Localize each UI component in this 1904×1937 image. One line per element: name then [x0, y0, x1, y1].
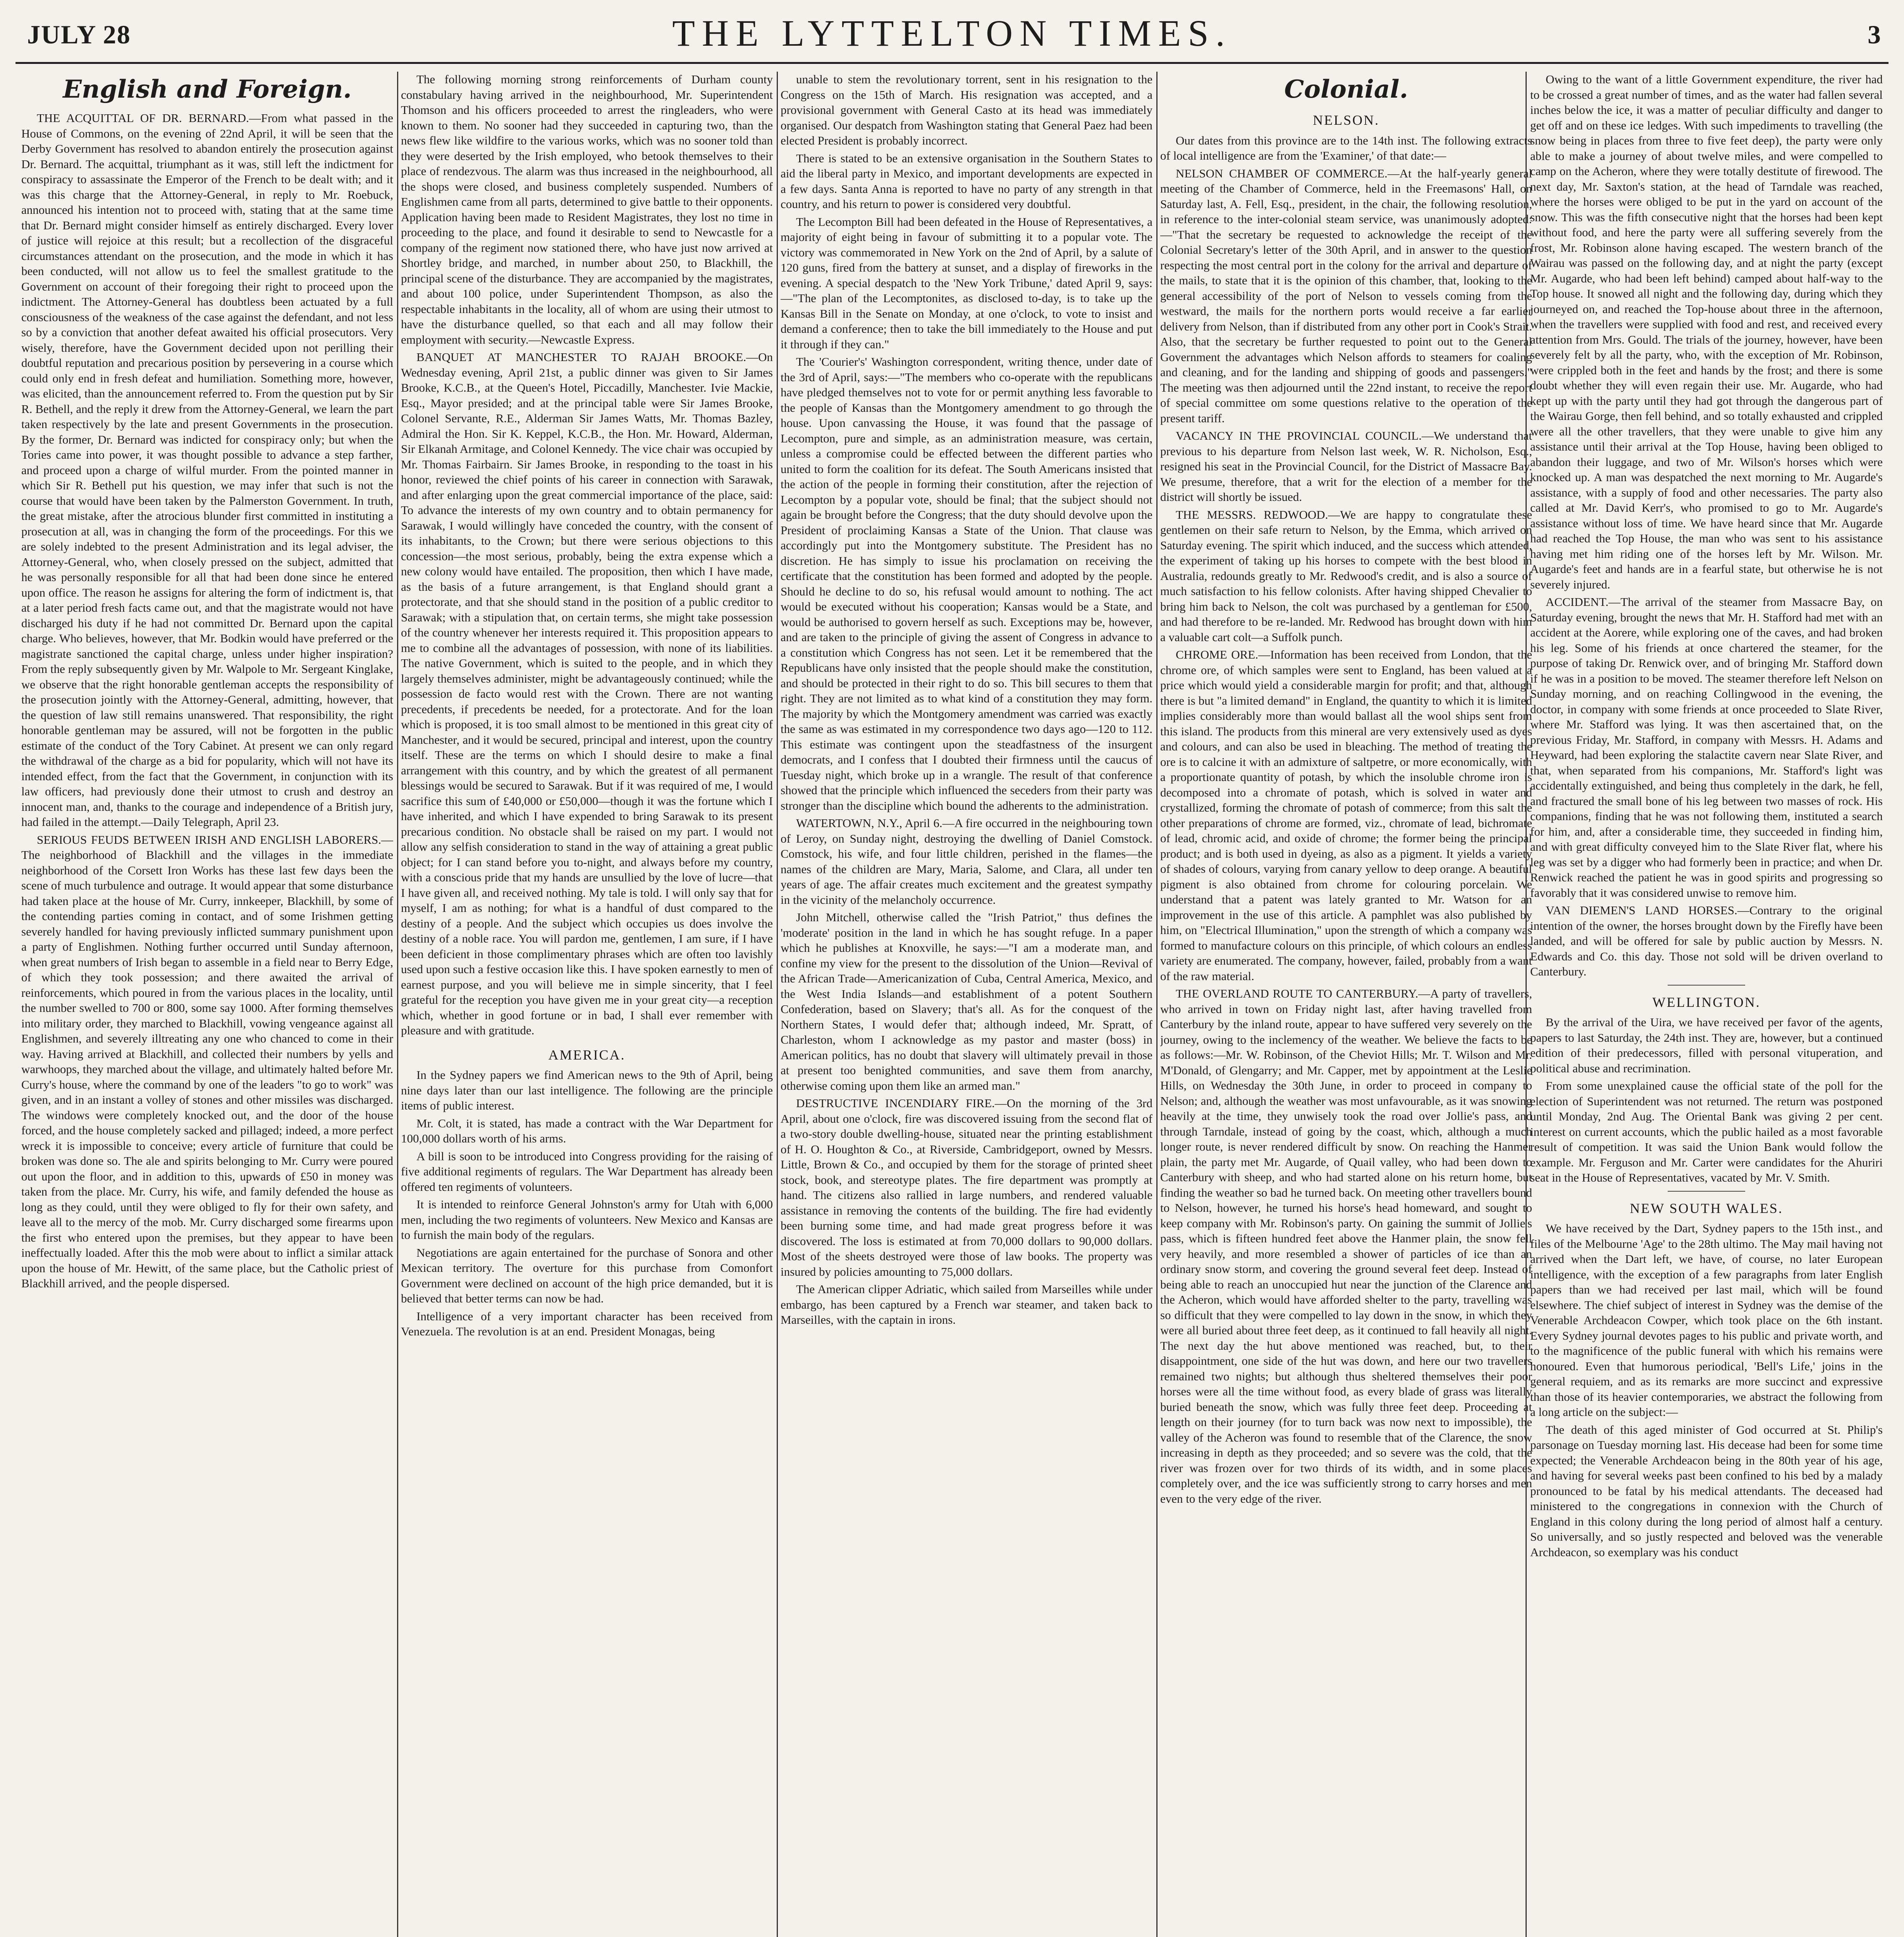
article-body: —The arrival of the steamer from Massacre Bay, on Saturday evening, brought the news that Mr. H. Stafford had met with an accident at the Aorere, while exploring one of the caves, and had broken his leg. Some of his friends at once chartered the steamer, for the purpose of taking Dr. Renwick over, and of bringing Mr. Stafford down if he was in a position to be moved. The steamer therefore left Nelson on Sunday morning, and on reaching Collingwood in the evening, the doctor, in company with some friends at once proceeded to Slate River, where Mr. Stafford was lying. It was then ascertained that, on the previous Friday, Mr. Stafford, in company with Messrs. H. Adams and Heyward, had been exploring the stalactite cavern near Slate River, and that, when separated from his companions, Mr. Stafford's light was accidentally extinguished, and being thus completely in the dark, he fell, and fractured the small bone of his leg between two masses of rock. His companions, finding that he was not following them, instituted a search for him, and, after a considerable time, they succeeded in finding him, and with great difficulty conveyed him to the Slate River flat, where his leg was set by a digger who had formerly been in practice; and when Dr. Renwick reached the patient he was in good spirits and progressing so favorably that it was considered unwise to remove him.: [1530, 595, 1883, 900]
paragraph: Intelligence of a very important character has been received from Venezuela. The revolution is at an end. President Monagas, being: [401, 1309, 773, 1338]
article-head: NELSON CHAMBER OF COMMERCE.: [1176, 166, 1388, 180]
paragraph: There is stated to be an extensive organisation in the Southern States to aid the liberal party in Mexico, and important developments are expected in a few days. Santa Anna is reported to have no party of any strength in that country, and his return to power is considered very doubtful.: [781, 151, 1152, 211]
article-body: —We are happy to congratulate these gentlemen on their safe return to Nelson, by the Emma, which arrived on Saturday evening. The spirit which induced, and the success which attended, the experiment of taking up his horses to compete with the best blood in Australia, redounds greatly to Mr. Redwood's credit, and is also a source of much satisfaction to his fellow colonists. After having shipped Chevalier to bring him back to Nelson, the colt was purchased by a gentleman for £500, and had therefore to be re-landed. Mr. Redwood has brought down with him a valuable cart colt—a Suffolk punch.: [1160, 507, 1532, 644]
article-head: CHROME ORE.: [1176, 648, 1258, 661]
article-incendiary-fire: [781, 1096, 1152, 1279]
paragraph: In the Sydney papers we find American news to the 9th of April, being nine days later than our last intelligence. The following are the principle items of public interest.: [401, 1068, 773, 1112]
article-body: —The neighborhood of Blackhill and the villages in the immediate neighborhood of the Corsett Iron Works has these last few days been the scene of much turbulence and outrage. It would appear that some disturbance had taken place at the house of Mr. Curry, innkeeper, Blackhill, by some of the contending parties coming in contact, and of some Irishmen getting severely handled for having previously inflicted summary punishment upon a party of Englishmen. Nothing further occurred until Sunday afternoon, when great numbers of Irish began to assemble in a field near to Berry Edge, of which they took possession; and there awaited the arrival of reinforcements, which poured in from the various places in the locality, until the number swelled to 700 or 800, some say 1000. After forming themselves into military order, they marched to Blackhill, vowing vengeance against all Englishmen, and severely illtreating any one who chanced to come in their way. Having arrived at Blackhill, and collected their numbers by yells and warwhoops, they marched about the village, and ultimately halted before Mr. Curry's house, where the command by one of the leaders "to go to work" was given, and in an instant a volley of stones and other missiles was discharged. The windows were completely knocked out, and the door of the house forced, and the house completely sacked and pillaged; indeed, a more perfect wreck it is impossible to conceive; every article of furniture that could be broken was done so. The ale and spirits belonging to Mr. Curry were poured out upon the floor, and in addition to this, upwards of £50 in money was taken from the place. Mr. Curry, his wife, and family defended the house as long as they could, until they were obliged to fly for their own safety, and leave all to the mercy of the mob. Mr. Curry discharged some firearms upon the first who entered upon the premises, but they appear to have been ineffectually loaded. After this the mob were about to inflict a similar attack upon the house of Mr. Hewitt, of the same place, but the Catholic priest of Blackhill arrived, and the people dispersed.: [21, 833, 393, 1290]
article-body: The following morning strong reinforcements of Durham county constabulary having arrived in the neighbourhood, Mr. Superintendent Thomson and his officers proceeded to arrest the ringleaders, who were known to them. No sooner had they succeeded in capturing two, than the news flew like wildfire to the various works, which was no sooner told than they were deserted by the Irish employed, who betook themselves to their place of rendezvous. The alarm was thus increased in the neighbourhood, all the shops were closed, and business completely suspended. Numbers of Englishmen came from all parts, determined to give battle to their opponents. Application having been made to Resident Magistrates, they lost no time in proceeding to the place, and found it desirable to send to Newcastle for a company of the regiment now stationed there, who have just now arrived at Shortley bridge, and marched, in number about 250, to Blackhill, the principal scene of the disturbance. They are accompanied by the magistrates, and about 100 police, under Superintendent Thompson, as also the respectable inhabitants in the locality, all of whom are using their utmost to have the disturbance quelled, so that each and all may follow their employment with security.—Newcastle Express.: [401, 72, 773, 346]
paragraph: From some unexplained cause the official state of the poll for the election of Superintendent was not returned. The return was postponed until Monday, 2nd Aug. The Oriental Bank was giving 2 per cent. interest on current accounts, which the public hailed as a most favorable result of competition. It was said the Union Bank would follow the example. Mr. Ferguson and Mr. Carter were candidates for the Ahuriri seat in the House of Representatives, vacated by Mr. V. Smith.: [1530, 1079, 1883, 1184]
paragraph: John Mitchell, otherwise called the "Irish Patriot," thus defines the 'moderate' position in the land in which he has sought refuge. In a paper which he publishes at Knoxville, he says:—"I am a moderate man, and confine my view for the present to the dissolution of the Union—Revival of the African Trade—Americanization of Cuba, Central America, Mexico, and the West India Islands—and establishment of a potent Southern Confederation, based on Slavery; that's all. As for the conquest of the Northern States, I would defer that; although indeed, Mr. Spratt, of Charleston, whom I acknowledge as my pastor and master (boss) in American politics, has no doubt that slavery will ultimately prevail in those at present too benighted communities, and save them from anarchy, otherwise coming upon them like an armed man.": [781, 910, 1152, 1092]
paragraph: Owing to the want of a little Government expenditure, the river had to be crossed a great number of times, and as the water had fallen several inches below the ice, it was a matter of peculiar difficulty and danger to get off and on these ice ledges. With such impediments to travelling (the snow being in places from three to five feet deep), the party were only able to make a journey of about twelve miles, and were compelled to camp on the Acheron, where they were totally destitute of firewood. The next day, Mr. Saxton's station, at the head of Tarndale was reached, where the horses were obliged to be put in the yard on account of the snow. This was the fifth consecutive night that the horses had been kept without food, and here the party were all suffering severely from the frost, Mr. Robinson alone having escaped. The western branch of the Wairau was passed on the following day, and at night the party (except Mr. Augarde, who had been left behind) camped about half-way to the Top house. It snowed all night and the following day, during which they journeyed on, and reached the Top-house about three in the afternoon, when the travellers were supplied with food and rest, and received every attention from Mrs. Gould. The trials of the journey, however, have been severely felt by all the party, who, with the exception of Mr. Robinson, were crippled both in the feet and hands by the frost; and there is some doubt whether they will even regain their use. Mr. Augarde, who had kept up with the party until they had got through the dangerous part of the Wairau Gorge, then fell behind, and so totally exhausted and crippled were all the other travellers, that they were unable to give him any assistance until their arrival at the Top House, having been obliged to abandon their luggage, and two of Mr. Wilson's horses which were knocked up. A man was despatched the next morning to Mr. Augarde's assistance, with a supply of food and other necessaries. The party also called at Mr. David Kerr's, who promised to go to Mr. Augarde's assistance without loss of time. We have heard since that Mr. Augarde had reached the Top House, the man who was sent to his assistance having met him riding one of the horses left by Mr. Wilson. Mr. Augarde's feet and hands are in a fearful state, but otherwise he is not severely injured.: [1530, 72, 1883, 591]
column-5: [1530, 72, 1883, 1937]
article-overland-route: [1160, 986, 1532, 1506]
column-4: [1160, 72, 1532, 1937]
column-rule: [1156, 72, 1158, 1937]
subsection-heading-new-south-wales: NEW SOUTH WALES.: [1630, 1200, 1783, 1216]
article-head: ACCIDENT.: [1546, 595, 1609, 609]
article-body: —We understand that previous to his departure from Nelson last week, W. R. Nicholson, Esq., resigned his seat in the Provincial Council, for the District of Massacre Bay. We presume, therefore, that a writ for the election of a member for the district will shortly be issued.: [1160, 429, 1532, 504]
article-body: —On Wednesday evening, April 21st, a public dinner was given to Sir James Brooke, K.C.B., at the Queen's Hotel, Piccadilly, Manchester. Ivie Mackie, Esq., Mayor presided; and at the principal table were Sir James Brooke, Colonel Servante, R.E., Alderman Sir James Watts, Mr. Thomas Bazley, Admiral the Hon. Sir K. Keppel, K.C.B., the Hon. Mr. Howard, Alderman, Sir Elkanah Armitage, and Colonel Kennedy. The vice chair was occupied by Mr. Thomas Fairbairn. Sir James Brooke, in responding to the toast in his honor, reviewed the chief points of his career in connection with Sarawak, and after enlarging upon the great commercial importance of the place, said: To advance the interests of my own country and to obtain permanency for Sarawak, I would willingly have conceded the country, with the consent of its inhabitants, to the Crown; but there were serious objections to this concession—the most serious, probably, being the extra expense which a new colony would have entailed. The proposition, then which I have made, as the basis of a future arrangement, is that England should grant a protectorate, and that she should stand in the position of a public creditor to Sarawak; with a stipulation that, on certain terms, she might take possession of the country whenever her interests required it. This proposition appears to me to combine all the advantages of possession, with none of its liabilities. The native Government, which is suited to the people, and in which they largely themselves administer, might be advantageously continued; while the possession de facto would rest with the Crown. There are not wanting precedents, if precedents be needed, for a protectorate. And for the loan which is proposed, it is too small almost to be mentioned in this great city of Manchester, and it would be secured, principal and interest, upon the country itself. These are the terms on which I should desire to make a final arrangement with this country, and by which the greatest of all permanent blessings would be secured to Sarawak. But if it was required of me, I would sacrifice this sum of £40,000 or £50,000—though it was the fortune which I have inherited, and which I have expended to bring Sarawak to its present precarious condition. No obstacle shall be raised on my part. I would not allow any selfish consideration to stand in the way of attaining a great public object; for I can stand before you to-night, and always before my country, with a conscious pride that my hands are unsullied by the love of lucre—that I have given all, and received nothing. My tale is told. I will only say that for myself, I am as nothing; for what is a handful of dust compared to the destiny of a people. And the subject which occupies us does involve the destiny of a noble race. You will pardon me, gentlemen, I am sure, if I have been deficient in those complimentary phrases which are often too lavishly used upon such a festive occasion like this. I have spoken earnestly to men of earnest purpose, and you will believe me in simple sincerity, that I feel grateful for the reception you have given me in your great city—a reception which, whether in good fortune or in bad, I shall ever remember with pleasure and with gratitude.: [401, 350, 773, 1037]
paragraph: The Lecompton Bill had been defeated in the House of Representatives, a majority of eight being in favour of submitting it to a popular vote. The victory was commemorated in New York on the 2nd of April, by a salute of 120 guns, fired from the battery at sunset, and a display of fireworks in the evening. A special despatch to the 'New York Tribune,' dated April 9, says:—"The plan of the Lecomptonites, as disclosed to-day, is to take up the Kansas Bill in the Senate on Monday, at one o'clock, to vote to insist and demand a conference; then to take the bill immediately to the House and put it through if they can.": [781, 215, 1152, 351]
masthead-rule: [15, 62, 1889, 64]
paragraph: The American clipper Adriatic, which sailed from Marseilles while under embargo, has been captured by a French war steamer, and taken back to Marseilles, with the captain in irons.: [781, 1282, 1152, 1326]
paragraph: WATERTOWN, N.Y., April 6.—A fire occurred in the neighbouring town of Leroy, on Sunday night, destroying the dwelling of Daniel Comstock. Comstock, his wife, and four little children, perished in the flames—the names of the children are Mary, Maria, Salome, and Clara, all under ten years of age. The affair creates much excitement and the greatest sympathy in the vicinity of the melancholy occurrence.: [781, 816, 1152, 907]
article-chrome-ore: [1160, 647, 1532, 984]
paragraph: Negotiations are again entertained for the purchase of Sonora and other Mexican territory. The overture for this purchase from Comonfort Government were declined on account of the high price demanded, but it is believed that better terms can now be had.: [401, 1245, 773, 1305]
paragraph: It is intended to reinforce General Johnston's army for Utah with 6,000 men, including the two regiments of volunteers. New Mexico and Kansas are to furnish the main body of the regulars.: [401, 1197, 773, 1242]
article-head: VAN DIEMEN'S LAND HORSES.: [1546, 903, 1737, 917]
paragraph: The death of this aged minister of God occurred at St. Philip's parsonage on Tuesday morning last. His decease had been for some time expected; the Venerable Archdeacon being in the 80th year of his age, and having for several weeks past been confined to his bed by a malady pronounced to be fatal by his medical attendants. The deceased had ministered to the congregations in connexion with the Church of England in this colony during the long period of almost half a century. So universally, and so justly respected and beloved was the venerable Archdeacon, so exemplary was his conduct: [1530, 1423, 1883, 1559]
section-divider: [1668, 985, 1745, 986]
article-irish-feuds: [21, 832, 393, 1291]
article-body: —From what passed in the House of Commons, on the evening of 22nd April, it will be seen that the Derby Government has resolved to abandon entirely the prosecution against Dr. Bernard. The acquittal, triumphant as it was, still left the indictment for conspiracy to assassinate the Emperor of the French to be dealt with; and it was this charge that the Attorney-General, in reply to Mr. Roebuck, announced his intention not to proceed with, stating that at the same time that Dr. Bernard might consider himself as entirely discharged. Every lover of justice will rejoice at this result; but a recollection of the disgraceful circumstances attendant on the prosecution, and the mode in which it has been conducted, will not allow us to feel the smallest gratitude to the Government on account of their foregoing their right to proceed upon the indictment. The Attorney-General has doubtless been actuated by a full consciousness of the weakness of the case against the defendant, and not less so by a conviction that another defeat awaited his official prosecutors. Very wisely, therefore, have the Government decided upon not perilling their doubtful reputation and precarious position by persevering in a course which could only end in fresh defeat and humiliation. Something more, however, was elicited, than the announcement referred to. From the question put by Sir R. Bethell, and the reply it drew from the Attorney-General, we learn the part taken respectively by the late and present Governments in the prosecution. By the former, Dr. Bernard was indicted for conspiracy only; but when the Tories came into power, it was thought possible to advance a step farther, and proceed upon a charge of wilful murder. From the pointed manner in which Sir R. Bethell put his question, we may infer that such is not the course that would have been taken by the Palmerston Government. In truth, the great mistake, after the atrocious blunder first committed in instituting a prosecution at all, was in changing the form of the proceedings. For this we are solely indebted to the present Administration and its legal adviser, the Attorney-General, who, when closely pressed on the subject, admitted that he was personally responsible for all that had been done since he entered upon office. The reason he assigns for altering the form of indictment is, that at a later period fresh facts came out, and that the magistrate would not have discharged his duty if he had not committed Dr. Bernard upon the capital charge. Who believes, however, that Mr. Bodkin would have preferred or the magistrate sanctioned the capital charge, unless under higher inspiration? From the reply subsequently given by Mr. Walpole to Mr. Sergeant Kinglake, we observe that the right honorable gentleman accepts the responsibility of the prosecution jointly with the Attorney-General, admitting, however, that the question of law still remains unanswered. That responsibility, the right honorable gentleman may be assured, will not be forgotten in the public estimate of the conduct of the Tory Cabinet. At present we can only regard the withdrawal of the charge as a bid for popularity, which will not have its intended effect, from the fact that the Government, in conjunction with its law officers, had previously done their utmost to crush and destroy an innocent man, and, thanks to the courage and independence of a British jury, had failed in the attempt.—Daily Telegraph, April 23.: [21, 111, 393, 829]
paragraph: A bill is soon to be introduced into Congress providing for the raising of five additional regiments of regulars. The War Department has already been offered ten regiments of volunteers.: [401, 1149, 773, 1194]
article-body: —On the morning of the 3rd April, about one o'clock, fire was discovered issuing from the second flat of a two-story double dwelling-house, situated near the printing establishment of H. O. Houghton & Co., at Riverside, Cambridgeport, owned by Messrs. Little, Brown & Co., and occupied by them for the storage of printed sheet stock, book, and stereotype plates. The fire department was promptly at hand. The citizens also rallied in large numbers, and rendered valuable assistance in removing the contents of the building. The fire had evidently been burning some time, and had made great progress before it was discovered. The loss is estimated at from 70,000 dollars to 90,000 dollars. Most of the sheets destroyed were those of law books. The property was insured by policies amounting to 75,000 dollars.: [781, 1096, 1152, 1278]
masthead: [15, 4, 1889, 62]
paragraph: Mr. Colt, it is stated, has made a contract with the War Department for 100,000 dollars worth of his arms.: [401, 1116, 773, 1145]
article-head: THE MESSRS. REDWOOD.: [1176, 507, 1328, 521]
article-head: BANQUET AT MANCHESTER TO RAJAH BROOKE.: [416, 350, 746, 364]
paragraph: By the arrival of the Uira, we have received per favor of the agents, papers to last Saturday, the 24th inst. They are, however, but a continued edition of their predecessors, filled with personal vituperation, and political abuse and recrimination.: [1530, 1015, 1883, 1075]
newspaper-title: THE LYTTELTON TIMES.: [672, 12, 1232, 54]
article-chamber-of-commerce: [1160, 166, 1532, 426]
paragraph: We have received by the Dart, Sydney papers to the 15th inst., and files of the Melbourne 'Age' to the 28th ultimo. The May mail having not arrived when the Dart left, we have, of course, no later European intelligence, with the exception of a few paragraphs from later English papers than we had received per last mail, which will be found elsewhere. The chief subject of interest in Sydney was the demise of the Venerable Archdeacon Cowper, which took place on the 6th instant. Every Sydney journal devotes pages to his public and private worth, and to the magnificence of the public funeral with which his remains were honoured. Even that humorous periodical, 'Bell's Life,' joins in the general requiem, and as its remarks are more succinct and expressive than those of its heavier contemporaries, we abstract the following from a long article on the subject:—: [1530, 1221, 1883, 1419]
article-head: VACANCY IN THE PROVINCIAL COUNCIL.: [1176, 429, 1422, 442]
paragraph: Our dates from this province are to the 14th inst. The following extracts of local intelligence are from the 'Examiner,' of that date:—: [1160, 133, 1532, 162]
paragraph: The 'Courier's' Washington correspondent, writing thence, under date of the 3rd of April, says:—"The members who co-operate with the republicans have pledged themselves not to vote for or permit anything less favorable to the people of Kansas than the Montgomery amendment to go through the house. Upon canvassing the House, it was found that the passage of Lecompton, pure and simple, as an administration measure, was certain, unless a compromise could be effected between the different parties who united to form the coalition for its defeat. The South Americans insisted that the action of the people in forming their constitution, after the rejection of Lecompton by a popular vote, should be final; that the subject should not again be brought before the Congress; that the duty should devolve upon the President of proclaiming Kansas a State of the Union. That clause was accordingly put into the Montgomery substitute. The President has no discretion. He has simply to issue his proclamation on receiving the certificate that the constitution has been formed and adopted by the people. Should he decline to do so, his refusal would amount to nothing. The act would be executed without his cooperation; Kansas would be a State, and would be authorised to govern herself as such. Exceptions may be, however, and are taken to the principle of giving the assent of Congress in advance to a constitution which Congress has not seen. Let it be remembered that the Republicans have only insisted that the people should make the constitution, and should be protected in their right to do so. This bill secures to them that right. They are not limited as to what kind of a constitution they may form. The majority by which the Montgomery amendment was carried was exactly the same as was estimated in my correspondence two days ago—120 to 112. This estimate was contingent upon the steadfastness of the insurgent democrats, and I confess that I doubted their firmness until the caucus of Tuesday night, which broke up in a wrangle. The result of that conference showed that the principle which influenced the seceders from their party was stronger than the discipline which bound the adherents to the administration.: [781, 355, 1152, 812]
article-body: —Contrary to the original intention of the owner, the horses brought down by the Firefly have been landed, and will be offered for sale by public auction by Messrs. N. Edwards and Co. this day. Those not sold will be driven overland to Canterbury.: [1530, 903, 1883, 978]
article-vacancy: [1160, 428, 1532, 505]
column-3: [781, 72, 1152, 1937]
article-body: —A party of travellers, who arrived in town on Friday night last, after having travelled from Canterbury by the inland route, appear to have suffered very severely on the journey, owing to the inclemency of the weather. We believe the facts to be as follows:—Mr. W. Robinson, of the Cheviot Hills; Mr. T. Wilson and Mr. M'Donald, of Glengarry; and Mr. Capper, met by appointment at the Leslie Hills, on Wednesday the 30th June, in order to proceed in company to Nelson; and, although the weather was most unfavourable, as it was snowing heavily at the time, they unwisely took the road over Jollie's pass, and through Tarndale, instead of going by the coast, which, although a much longer route, is never rendered difficult by snow. On reaching the Hanmer plain, the party met Mr. Augarde, of Quail valley, who had been down to Canterbury with sheep, and who had started alone on his return home, but finding the weather so bad he turned back. On meeting other travellers bound to Nelson, however, he turned his horse's head homeward, and sought to keep company with Mr. Robinson's party. On gaining the summit of Jollie's pass, which is fifteen hundred feet above the Hanmer plain, the snow fell very heavily, and more resembled a shower of particles of ice than an ordinary snow storm, and covering the ground several feet deep. Instead of being able to reach an unoccupied hut near the junction of the Clarence and the Acheron, which would have afforded shelter to the party, travelling was so difficult that they were compelled to lay down in the snow, in which they were all buried about three feet deep, as it continued to fall heavily all night. The next day the hut above mentioned was reached, but, to their disappointment, one side of the hut was down, and here our two travellers remained two nights; but although thus sheltered themselves their poor horses were all the time without food, as every blade of grass was literally buried beneath the snow, which was fully three feet deep. Proceeding at length on their journey (for to turn back was now next to impossible), the valley of the Acheron was found to resemble that of the Clarence, the snow increasing in depth as they proceeded; and so severe was the cold, that the river was frozen over for two thirds of its width, and in some places completely over, and the ice was sufficiently strong to carry horses and men even to the very edge of the river.: [1160, 987, 1532, 1505]
section-divider: [1668, 1191, 1745, 1192]
column-rule: [397, 72, 398, 1937]
subsection-heading-wellington: WELLINGTON.: [1652, 994, 1761, 1010]
article-head: SERIOUS FEUDS BETWEEN IRISH AND ENGLISH LABORERS.: [37, 833, 381, 846]
column-2: [401, 72, 773, 1937]
article-accident: [1530, 594, 1883, 900]
page-number: 3: [1868, 20, 1881, 49]
article-head: THE ACQUITTAL OF DR. BERNARD.: [37, 111, 249, 125]
column-1: [21, 72, 393, 1937]
section-heading-america: AMERICA.: [548, 1047, 626, 1063]
issue-date: JULY 28: [27, 20, 131, 49]
article-head: THE OVERLAND ROUTE TO CANTERBURY.: [1176, 987, 1419, 1000]
section-heading-colonial: Colonial.: [1284, 75, 1408, 104]
section-heading-english-foreign: English and Foreign.: [63, 75, 352, 104]
article-body: —Information has been received from London, that the chrome ore, of which samples were sent to England, has been valued at a price which would yield a considerable margin for profit; and that, although there is but "a limited demand" in England, the quantity to which it is limited implies considerably more than would ballast all the wool ships sent from this island. The products from this mineral are very extensively used as dyes and colours, and can also be used in bleaching. The method of treating the ore is to calcine it with an admixture of saltpetre, or more economically, with a proportionate quantity of potash, by which the insoluble chrome iron is decomposed into a chromate of potash, which is solved in water and crystallized, forming the chromate of potash of commerce; from this salt the other preparations of chrome are formed, viz., chromate of lead, bichromate of lead, chromic acid, and oxide of chrome; the former being the principal product; and is both used in dyeing, as also as a pigment. It yields a variety of shades of colours, varying from canary yellow to deep orange. A beautiful pigment is also obtained from chrome for colouring porcelain. We understand that a patent was lately granted to Mr. Watson for an improvement in the use of this article. A pamphlet was also published by him, on "Electrical Illumination," upon the strength of which a company was formed to manufacture colours on this principle, of which colours an endless variety are enumerated. The company, however, failed, probably from a want of the raw material.: [1160, 648, 1532, 983]
article-rajah-brooke: [401, 349, 773, 1038]
subsection-heading-nelson: NELSON.: [1313, 112, 1379, 128]
article-bernard: [21, 110, 393, 830]
column-rule: [777, 72, 778, 1937]
article-body: —At the half-yearly general meeting of the Chamber of Commerce, held in the Freemasons' Hall, on Saturday last, A. Fell, Esq., president, in the chair, the following resolution, in reference to the inter-colonial steam service, was unanimously adopted:—"That the secretary be requested to acknowledge the receipt of the Colonial Secretary's letter of the 30th April, and in answer to the question respecting the most central port in the colony for the arrival and departure of the mails, to state that it is the opinion of this chamber, that, looking to the general accessibility of the port of Nelson to vessels coming from the westward, the mails for the northern ports would receive a far earlier delivery from Nelson, than if distributed from any other port in Cook's Strait. Also, that the secretary be further requested to point out to the General Government the advantages which Nelson affords to steamers for coaling and cleaning, and for the landing and shipping of goods and passengers." The meeting was then adjourned until the 22nd instant, to receive the report of special committee om some questions relative to the operation of the present tariff.: [1160, 166, 1532, 425]
article-redwood: [1160, 507, 1532, 645]
paragraph: unable to stem the revolutionary torrent, sent in his resignation to the Congress on the 15th of March. His resignation was accepted, and a provisional government with General Casto at its head was immediately organised. Our despatch from Washington stating that General Paez had been elected President is probably incorrect.: [781, 72, 1152, 147]
article-van-diemens-horses: [1530, 903, 1883, 979]
article-head: DESTRUCTIVE INCENDIARY FIRE.: [796, 1096, 995, 1110]
